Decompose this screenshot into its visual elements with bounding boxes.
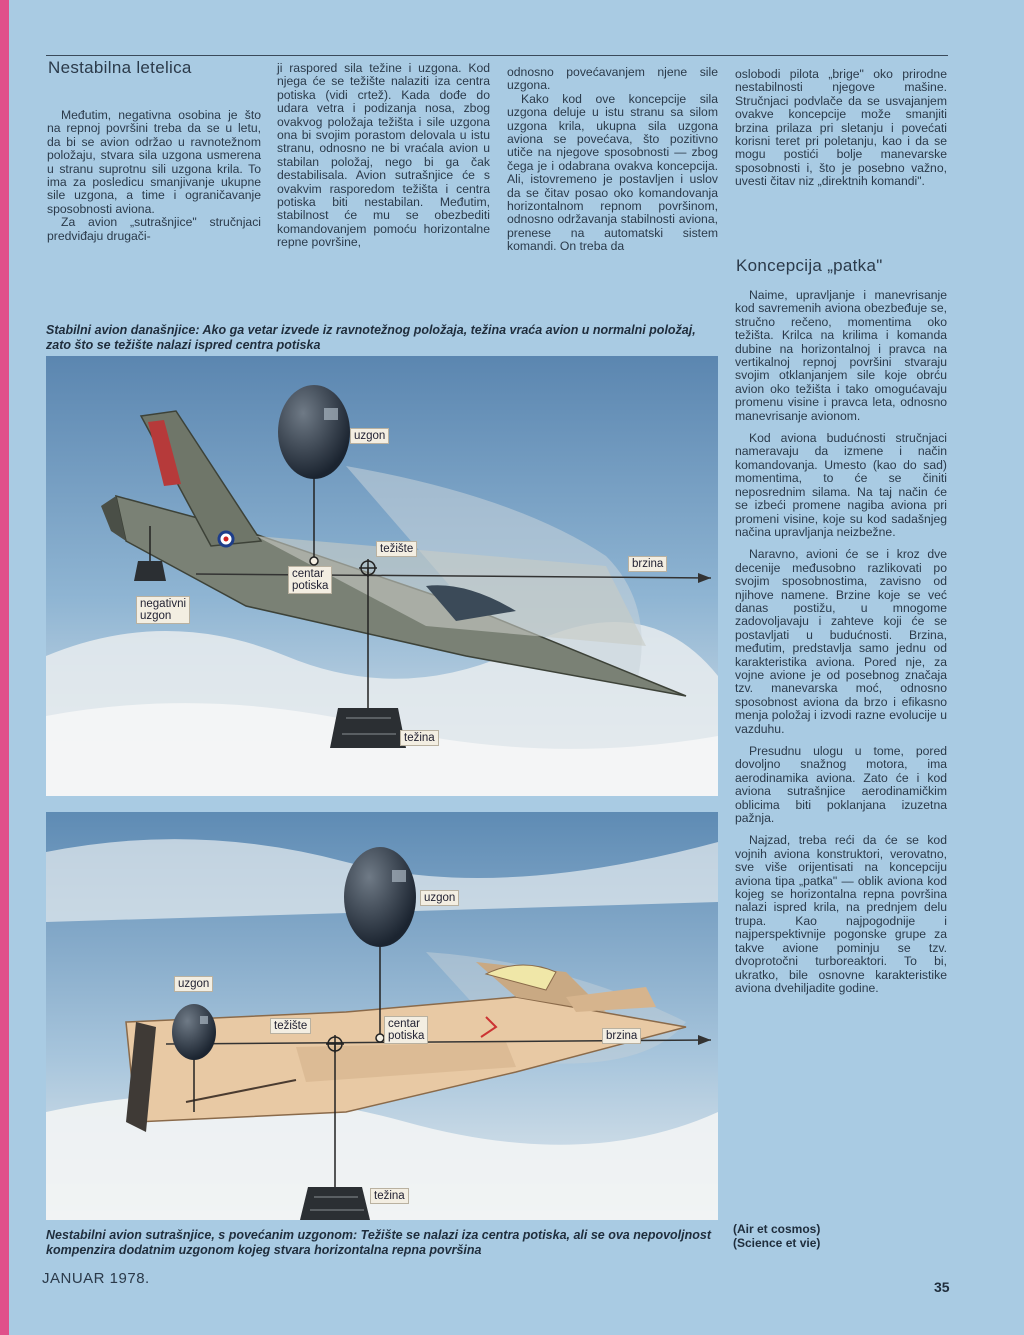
label-center-of-gravity: težište <box>270 1018 311 1034</box>
text-column-1 <box>47 109 261 243</box>
figure1-illustration <box>46 356 718 796</box>
lift-balloon <box>344 847 416 947</box>
figure2-drawing <box>46 812 718 1220</box>
label-negative-lift: negativni uzgon <box>136 596 190 624</box>
top-rule <box>46 55 948 56</box>
paragraph: Kod aviona budućnosti stručnjaci nameravaju da izmene i način komandovanja. Umesto (kao do sad) momentima, to će se činiti neposrednim silama. Na taj način će se izbeći promene nagiba aviona pri promeni visine, koje su kod sadašnjeg načina upravljanja neizbežne. <box>735 431 947 539</box>
figure2-caption: Nestabilni avion sutrašnjice, s povećanim uzgonom: Težište se nalazi iza centra potiska, ali se ova nepovoljnost kompenzira dodatnim uzgonom kojeg stvara horizontalna repna površina <box>46 1228 712 1257</box>
label-weight: težina <box>370 1188 409 1204</box>
text-column-3 <box>507 66 718 254</box>
figure1-drawing <box>46 356 718 796</box>
paragraph: Za avion „sutrašnjice" stručnjaci predviđaju drugači- <box>47 215 261 243</box>
label-weight: težina <box>400 730 439 746</box>
issue-date: JANUAR 1978. <box>42 1270 150 1287</box>
paragraph: oslobodi pilota „brige" oko prirodne nestabilnosti njegove mašine. Stručnjaci podvlače da se usvajanjem ovakve koncepcije može smanjiti brzina prilaza pri sletanju i povećati korisni teret pri poletanju, kao i da se mogu postići bolje manevarske sposobnosti i, što je posebno važno, uvesti čitav niz „direktnih komandi". <box>735 67 947 189</box>
paragraph: Kako kod ove koncepcije sila uzgona deluje u istu stranu sa silom uzgona krila, ukupna sila uzgona aviona se povećava, što pozitivno utiče na njegove sposobnosti — zbog čega je i odabrana ovakva koncepcija. Ali, istovremeno je postavljen i uslov da se čitav posao oko komandovanja horizontalnom repnom površinom, odnosno održavanja stabilnosti aviona, prenese na automatski sistem komandi. On treba da <box>507 91 718 254</box>
section-heading-patka: Koncepcija „patka" <box>736 256 883 275</box>
label-lift: uzgon <box>350 428 389 444</box>
label-velocity: brzina <box>628 556 667 572</box>
paragraph: Presudnu ulogu u tome, pored dovoljno snažnog motora, ima aerodinamika aviona. Zato će i kod aviona sutrašnjice aerodinamičkim oblicima biti poklanjana izuzetna pažnja. <box>735 744 947 826</box>
label-canard-lift: uzgon <box>174 976 213 992</box>
label-lift: uzgon <box>420 890 459 906</box>
negative-lift-weight <box>134 561 166 581</box>
lift-balloon <box>278 385 350 479</box>
canard-lift-balloon <box>172 1004 216 1060</box>
page-edge-strip <box>0 0 9 1335</box>
label-center-of-pressure: centar potiska <box>288 566 332 594</box>
paragraph: Najzad, treba reći da će se kod vojnih aviona konstruktori, verovatno, sve više orijentisati na koncepciju aviona tipa „patka" — oblik aviona kod kojeg se horizontalna repna površina nalazi ispred krila, na prednjem delu trupa. Kao najpogodnije i najperspektivnije pogonske grupe za takve avione pominju se tzv. dvoprotočni turboreaktori. To bi, ukratko, bile osnovne karakteristike aviona dvehiljadite godine. <box>735 833 947 995</box>
label-velocity: brzina <box>602 1028 641 1044</box>
paragraph: ji raspored sila težine i uzgona. Kod njega će se težište nalaziti iza centra potiska (vidi crtež). Kada dođe do udara vetra i podizanja nosa, zbog ovakvog položaja težišta i sile uzgona ona bi svojim porastom delovala u istu stranu, odnosno ne bi vraćala avion u stabilan položaj, nego bi ga čak destabilisala. Avion sutrašnjice će s ovakvim rasporedom težišta i centra potiska biti nestabilan. Međutim, stabilnost će mu se obezbediti komandovanjem pomoću horizontalne repne površine, <box>277 61 490 250</box>
article-heading: Nestabilna letelica <box>48 58 192 77</box>
figure2-illustration <box>46 812 718 1220</box>
page-number: 35 <box>934 1279 950 1295</box>
text-column-4-top <box>735 68 947 189</box>
sources: (Air et cosmos) (Science et vie) <box>733 1222 821 1250</box>
label-center-of-gravity: težište <box>376 541 417 557</box>
text-column-2 <box>277 62 490 250</box>
center-of-pressure-marker <box>376 1034 384 1042</box>
paragraph: odnosno povećavanjem njene sile uzgona. <box>507 65 718 93</box>
paragraph: Naravno, avioni će se i kroz dve decenije međusobno razlikovati po svojim sposobnostima, zavisno od njihove namene. Brzine koje se već danas postižu, u mnogome zadovoljavaju i zahteve koji će se postavljati u budućnosti. Brzina, međutim, predstavlja samo jednu od karakteristika aviona. Pored nje, za vojne avione je od posebnog značaja tzv. manevarska moć, odnosno sposobnost aviona da brzo i efikasno menja položaj i izvodi razne evolucije u vazduhu. <box>735 547 947 736</box>
paragraph: Međutim, negativna osobina je što na repnoj površini treba da se u letu, da bi se avion održao u ravnotežnom položaju, stvara sila uzgona usmerena u stranu suprotnu sili uzgona krila. To ima za posledicu smanjivanje ukupne sile uzgona, a time i ograničavanje sposobnosti aviona. <box>47 108 261 216</box>
paragraph: Naime, upravljanje i manevrisanje kod savremenih aviona obezbeđuje se, stručno rečeno, momentima oko težišta. Krilca na krilima i komanda dubine na horizontalnoj i pravca na vertikalnoj repnoj površini stvaraju svojim otklanjanjem sile koje obrću avion oko težišta i tako omogućavaju promenu visine i pravca leta, odnosno manevrisanje avionom. <box>735 288 947 423</box>
figure1-caption: Stabilni avion današnjice: Ako ga vetar izvede iz ravnotežnog položaja, težina vraća avion u normalni položaj, zato što se težište nalazi ispred centra potiska <box>46 323 696 352</box>
main-weight <box>330 708 406 748</box>
text-column-4 <box>735 289 947 995</box>
main-weight <box>300 1187 370 1220</box>
label-center-of-pressure: centar potiska <box>384 1016 428 1044</box>
center-of-pressure-marker <box>310 557 318 565</box>
